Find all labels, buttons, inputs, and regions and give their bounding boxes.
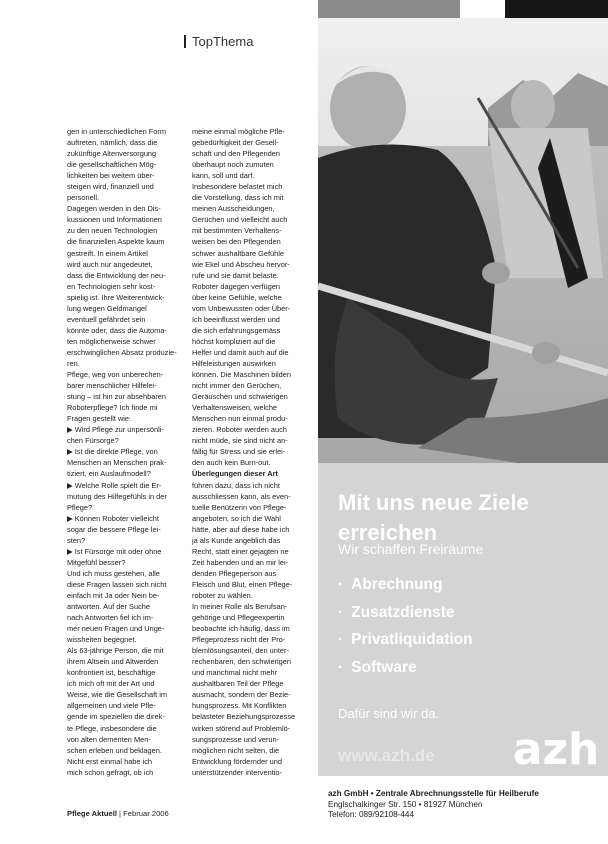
text-line: nicht müde, sie sind nicht an-	[192, 436, 288, 446]
azh-advertisement	[318, 18, 608, 815]
text-line: Insbesondere belastet mich	[192, 182, 283, 192]
text-line: allgemeinen und viele Pfle-	[67, 701, 156, 711]
text-line: können. Die Maschinen bilden	[192, 370, 292, 380]
text-line: gen in unterschiedlichen Form	[67, 127, 167, 136]
text-line: mit bestimmten Verhaltens-	[192, 226, 282, 236]
text-line: Weise, wie die Gesellschaft im	[67, 690, 168, 700]
text-line: Ich beeinflusst werden und	[192, 314, 280, 324]
text-line: lung wegen Geldmangel	[67, 303, 147, 313]
text-line: Entwicklung fördernder und	[192, 756, 282, 766]
text-line: ich mich oft mit der Art und	[67, 679, 155, 689]
text-line: Verhaltensweisen, welche	[192, 403, 278, 413]
magazine-name: Pflege Aktuell	[67, 809, 117, 818]
text-line: konfrontiert ist, beschäftige	[67, 668, 156, 678]
text-line: Helfer und damit auch auf die	[192, 347, 289, 357]
bullet-icon: ·	[338, 658, 344, 676]
text-line: Pflege?	[67, 502, 93, 512]
subheading: Überlegungen dieser Art	[192, 469, 278, 479]
text-line: te Pflege, insbesondere die	[67, 723, 157, 733]
text-line: fällig für Stress und sie erlei-	[192, 447, 286, 457]
color-bar-black	[505, 0, 608, 18]
ad-subline: Wir schaffen Freiräume	[338, 541, 484, 557]
text-line: Fleisch und Blut, einen Pflege-	[192, 579, 293, 589]
ad-address	[328, 789, 539, 821]
ad-headline-line-2: erreichen	[338, 520, 438, 545]
text-line: wissheiten begegnet.	[67, 635, 137, 645]
article-column-1	[67, 126, 178, 778]
section-header	[184, 34, 253, 49]
text-line: meinen Ausscheidungen,	[192, 204, 275, 214]
text-line: überhaupt noch zumuten	[192, 160, 274, 170]
text-line: die gesellschaftlichen Mög-	[67, 160, 157, 170]
text-line: gebedürftigkeit der Gesell-	[192, 138, 279, 148]
text-line: Roboterpflege? Ich finde mi	[67, 403, 158, 413]
text-line: einfach mit Ja oder Nein be-	[67, 590, 160, 600]
text-line: von alten dementen Men-	[67, 734, 151, 744]
text-line: Als 63-jährige Person, die mit	[67, 646, 164, 656]
text-line: Pflege, weg von unberechen-	[67, 370, 164, 380]
text-line: tiziert, ein Auslaufmodell?	[67, 469, 151, 479]
text-line: Mitgefühl besser?	[67, 557, 126, 567]
text-line: dass die Entwicklung der neu-	[67, 270, 166, 280]
text-line: spielig ist. Ihre Weiterentwick-	[67, 292, 165, 302]
text-line: wird auch nur angedeutet,	[67, 259, 153, 269]
text-line: schaft und den Pflegenden	[192, 149, 280, 159]
text-line: blemlösungsanteil, den unter-	[192, 646, 289, 656]
header-bar	[184, 35, 186, 48]
text-line: Nicht erst einmal habe ich	[67, 756, 153, 766]
text-line: en Technologien sehr kost-	[67, 281, 156, 291]
text-line: ihrem Altsein und Altwerden	[67, 657, 159, 667]
svg-text:azh: azh	[512, 724, 600, 775]
text-line: führen dazu, dass ich nicht	[192, 480, 280, 490]
text-line: Hilfeleistungen auswirken	[192, 358, 276, 368]
company-line: azh GmbH • Zentrale Abrechnungsstelle für Heilberufe	[328, 789, 539, 798]
bullet-icon: ·	[338, 631, 344, 648]
text-line: ten möglicherweise schwer	[67, 336, 156, 346]
text-line: meine einmal mögliche Pfle-	[192, 127, 285, 136]
article-column-2	[192, 126, 304, 778]
text-line: chen Fürsorge?	[67, 436, 119, 446]
text-line: Gerüchen und vielleicht auch	[192, 215, 288, 225]
text-line: kann, soll und darf.	[192, 171, 255, 181]
text-line: mer neuen Fragen und Unge-	[67, 624, 165, 634]
service-item: · Privatliquidation	[338, 631, 473, 648]
text-line: schwer aushaltbare Gefühle	[192, 248, 285, 258]
text-line: ausmacht, sondern der Bezie-	[192, 690, 291, 700]
text-line: hätte, aber auf diese habe ich	[192, 524, 290, 534]
section-title: TopThema	[192, 34, 254, 49]
text-line: Zeit habenden und an mir lei-	[192, 557, 289, 567]
text-line: diese Fragen lassen sich nicht	[67, 579, 167, 589]
text-line: Dagegen werden in den Dis-	[67, 204, 161, 214]
text-line: eventuell gefährdet sein	[67, 314, 146, 324]
text-line: steigen wird, finanziell und	[67, 182, 154, 192]
text-line: mich schon gefragt, ob ich	[67, 767, 154, 777]
text-line: erschwinglichen Absatz produzie-	[67, 347, 177, 357]
text-line: ▶ Können Roboter vielleicht	[67, 513, 159, 523]
text-line: gende im speziellen die direk-	[67, 712, 165, 722]
ad-url-link[interactable]: www.azh.de	[338, 746, 435, 765]
text-line: personell.	[67, 193, 100, 203]
service-item: · Abrechnung	[338, 576, 443, 593]
bullet-icon: ·	[338, 603, 344, 621]
ad-headline	[338, 488, 608, 548]
text-line: die sich erfahrungsgemäss	[192, 325, 281, 335]
text-line: die Vorstellung, dass ich mit	[192, 193, 284, 203]
text-line: wie Ekel und Abscheu hervor-	[192, 259, 290, 269]
text-line: sungsprozesse und verun-	[192, 734, 280, 744]
page-footer: Pflege Aktuell | Februar 2006	[67, 809, 169, 818]
text-line: weisen bei den Pflegenden	[192, 237, 281, 247]
text-line: ausschliessen kann, als even-	[192, 491, 291, 501]
text-line: zukünftige Altenversorgung	[67, 149, 157, 159]
text-line: rechenbaren, den schwierigen	[192, 657, 292, 667]
text-line: zu den neuen Technologien	[67, 226, 158, 236]
text-line: In meiner Rolle als Berufsan-	[192, 602, 288, 612]
text-line: beobachte ich häufig, dass im	[192, 624, 290, 634]
text-line: ▶ Welche Rolle spielt die Er-	[67, 480, 162, 490]
text-line: zieren. Roboter werden auch	[192, 425, 287, 435]
text-line: lichkeiten bei weitem über-	[67, 171, 155, 181]
text-line: Geräuschen und schwierigen	[192, 392, 288, 402]
text-line: stung – ist hin zur absehbaren	[67, 392, 167, 402]
text-line: gestreift. In einem Artikel	[67, 248, 148, 258]
text-line: denden Pflegeperson aus	[192, 568, 277, 578]
text-line: angeboten, so ich die Wahl	[192, 513, 281, 523]
text-line: wirken störend auf Problemlö-	[192, 723, 291, 733]
text-line: Recht, statt einer gejagten ne	[192, 546, 289, 556]
text-line: vom Unbewussten oder Über-	[192, 303, 291, 313]
text-line: Menschen an Menschen prak-	[67, 458, 167, 468]
text-line: auftreten, nämlich, dass die	[67, 138, 158, 148]
text-line: tuelle Benützerin von Pflege-	[192, 502, 287, 512]
text-line: aushaltbaren Teil der Pflege	[192, 679, 284, 689]
text-line: belasteter Beziehungsprozesse	[192, 712, 296, 722]
azh-logo	[510, 718, 602, 778]
issue-date: Februar 2006	[123, 809, 169, 818]
text-line: ▶ Ist Fürsorge mit oder ohne	[67, 546, 162, 556]
text-line: ▶ Wird Pflege zur unpersönli-	[67, 425, 164, 435]
text-line: antworten. Auf der Suche	[67, 602, 150, 612]
text-line: Pflegeprozess nicht der Pro-	[192, 635, 286, 645]
ad-headline-line-1: Mit uns neue Ziele	[338, 490, 529, 515]
text-line: könnte oder, dass die Automa-	[67, 325, 167, 335]
text-line: rufe und sie damit belaste.	[192, 270, 279, 280]
text-line: höchst kompliziert auf die	[192, 336, 276, 346]
ad-claim: Dafür sind wir da.	[338, 706, 440, 721]
text-line: ▶ Ist die direkte Pflege, von	[67, 447, 158, 457]
text-line: die finanziellen Aspekte kaum	[67, 237, 165, 247]
text-line: nach Antworten fiel ich im-	[67, 613, 154, 623]
text-line: gehörige und Pflegeexpertin	[192, 613, 285, 623]
street-line: Englschalkinger Str. 150 • 81927 München	[328, 799, 483, 809]
service-item: · Zusatzdienste	[338, 603, 455, 621]
text-line: Und ich muss gestehen, alle	[67, 568, 160, 578]
text-line: Roboter dagegen verfügen	[192, 281, 280, 291]
service-item: · Software	[338, 658, 417, 676]
text-line: barer menschlicher Hilfelei-	[67, 381, 157, 391]
text-line: ja als Kunde angeblich das	[192, 535, 281, 545]
text-line: schen erleben und beklagen.	[67, 745, 162, 755]
text-line: Menschen nun einmal produ-	[192, 414, 288, 424]
text-line: hungsprozess. Mit Konflikten	[192, 701, 287, 711]
text-line: sogar die bessere Pflege lei-	[67, 524, 161, 534]
text-line: möglichen nicht selten, die	[192, 745, 280, 755]
text-line: sten?	[67, 535, 86, 545]
color-bar-gray	[318, 0, 460, 18]
phone-line: Telefon: 089/92108-444	[328, 810, 415, 819]
text-line: mutung des Hilfegefühls in der	[67, 491, 167, 501]
text-line: ren.	[67, 358, 80, 368]
ad-services-list	[338, 576, 473, 686]
text-line: roboter zu wählen.	[192, 590, 253, 600]
text-line: Fragen gestellt wie:	[67, 414, 132, 424]
text-line: den auch kein Burn-out.	[192, 458, 271, 468]
text-line: nicht immer den Gerüchen,	[192, 381, 282, 391]
ad-photo-boy-canoe	[318, 18, 608, 463]
text-line: über keine Gefühle, welche	[192, 292, 282, 302]
text-line: kussionen und Informationen	[67, 215, 162, 225]
color-bar-white	[460, 0, 505, 18]
text-line: und manchmal nicht mehr	[192, 668, 278, 678]
text-line: unterstützender interventio-	[192, 767, 282, 777]
bullet-icon: ·	[338, 576, 344, 593]
